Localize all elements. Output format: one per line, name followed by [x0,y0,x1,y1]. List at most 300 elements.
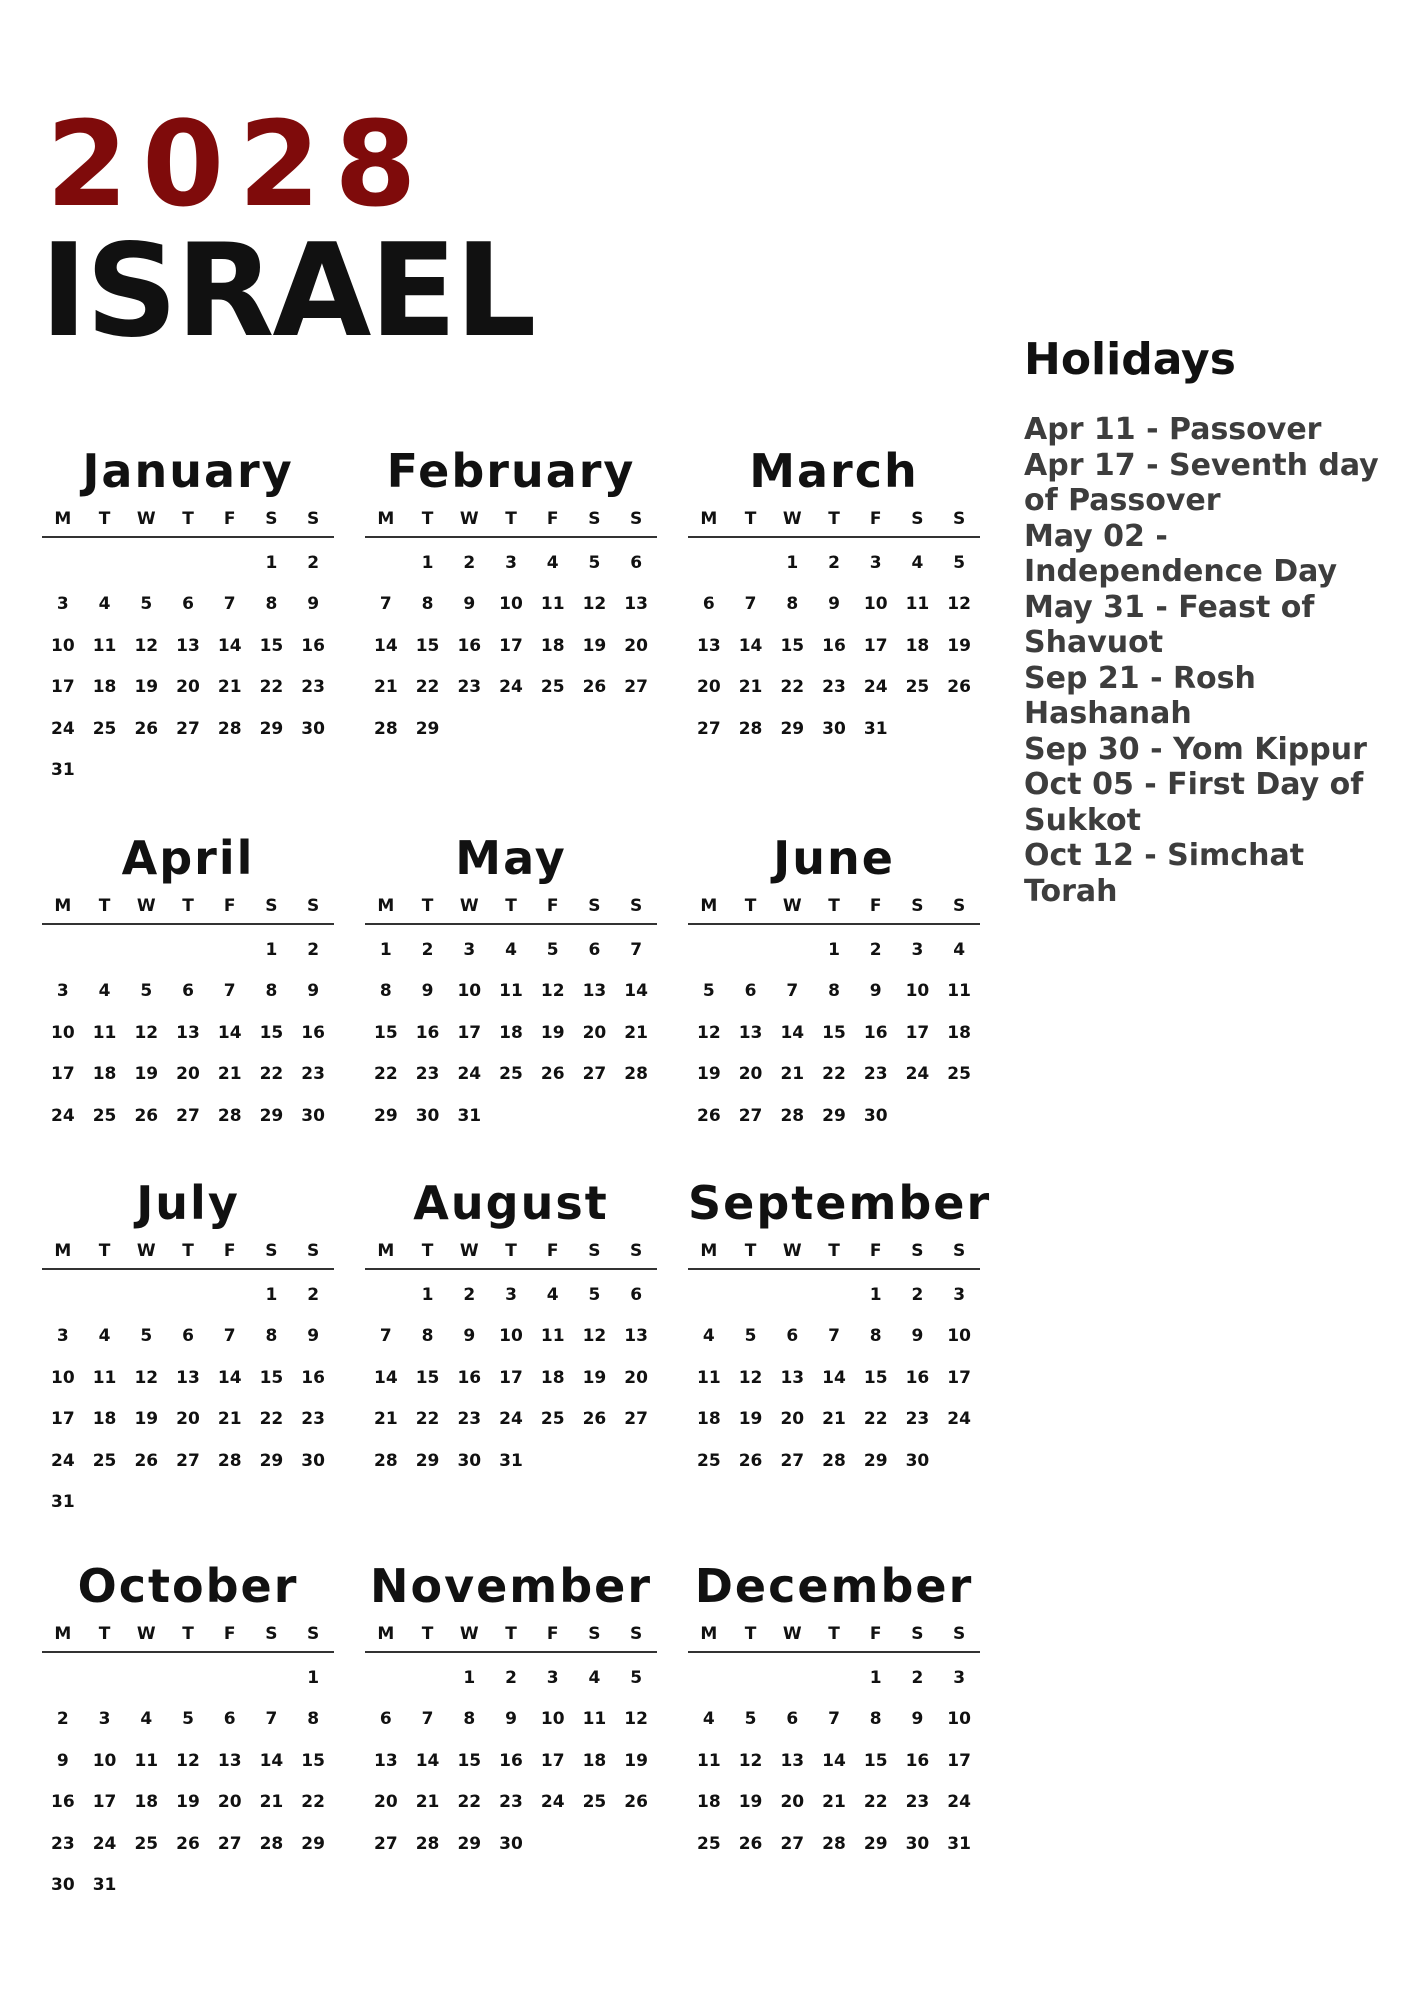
day-cell: 30 [415,1105,440,1126]
day-cell: 28 [259,1833,284,1854]
weekday-header [365,1234,657,1270]
day-cell: 9 [463,1326,476,1347]
day-cell: 2 [828,552,840,573]
day-cell: 1 [379,939,392,960]
day-cell: 19 [582,1367,607,1388]
day-cell: 11 [540,594,565,615]
day-cell: 14 [822,1750,846,1771]
day-cell: 24 [51,718,75,739]
day-cell: 4 [702,1326,715,1347]
weekday-label: T [828,1241,840,1261]
weekday-label: T [744,1624,757,1644]
weekday-label: M [54,1241,72,1261]
day-cell: 4 [98,981,111,1002]
day-cell: 8 [786,594,799,615]
day-cell: 8 [869,1709,882,1730]
day-cell: 11 [92,635,117,656]
day-cell: 2 [56,1709,69,1730]
day-cell: 28 [217,1105,242,1126]
day-cell: 15 [822,1022,846,1043]
day-cell: 21 [259,1792,284,1813]
weekday-label: T [182,509,194,529]
day-cell: 20 [697,677,721,698]
day-cell: 16 [905,1750,930,1771]
day-cell: 27 [780,1833,805,1854]
day-cell: 14 [259,1750,284,1771]
day-cell: 4 [588,1667,601,1688]
day-cell: 3 [911,939,924,960]
day-cell: 20 [217,1792,242,1813]
day-cell: 17 [92,1792,117,1813]
day-cell: 7 [265,1709,278,1730]
weekday-header [688,1234,980,1270]
day-cell: 29 [374,1105,398,1126]
day-cell: 17 [540,1750,565,1771]
day-cell: 28 [822,1833,846,1854]
day-cell: 31 [457,1105,482,1126]
days-grid [42,1657,334,1906]
day-cell: 17 [457,1022,482,1043]
day-cell: 13 [780,1750,805,1771]
day-cell: 22 [863,1792,888,1813]
weekday-label: S [265,509,278,529]
day-cell: 21 [217,1064,242,1085]
day-cell: 12 [134,1367,159,1388]
weekday-label: T [421,1624,434,1644]
day-cell: 5 [744,1326,757,1347]
day-cell: 14 [374,635,398,656]
day-cell: 18 [540,1367,565,1388]
day-cell: 15 [863,1367,888,1388]
weekday-label: W [459,1624,479,1644]
day-cell: 21 [738,677,763,698]
day-cell: 24 [499,677,523,698]
day-cell: 15 [259,1367,284,1388]
day-cell: 18 [697,1792,721,1813]
weekday-label: S [307,1241,320,1261]
day-cell: 30 [822,718,846,739]
day-cell: 7 [223,981,236,1002]
day-cell: 25 [905,677,930,698]
day-cell: 11 [499,981,523,1002]
day-cell: 4 [546,552,559,573]
day-cell: 19 [134,1409,159,1430]
weekday-header [688,1617,980,1653]
day-cell: 16 [905,1367,930,1388]
weekday-label: T [828,1624,840,1644]
weekday-label: M [700,896,718,916]
day-cell: 25 [540,1409,565,1430]
day-cell: 13 [176,635,200,656]
day-cell: 1 [828,939,840,960]
month-calendar [365,1172,657,1482]
day-cell: 15 [415,1367,440,1388]
day-cell: 30 [905,1833,930,1854]
day-cell: 18 [947,1022,971,1043]
weekday-label: S [911,509,924,529]
day-cell: 21 [217,1409,242,1430]
day-cell: 15 [259,1022,284,1043]
day-cell: 6 [630,552,643,573]
day-cell: 16 [301,1367,325,1388]
day-cell: 27 [624,1409,648,1430]
weekday-label: S [953,1624,966,1644]
weekday-label: W [459,896,479,916]
day-cell: 22 [457,1792,482,1813]
month-calendar [365,1555,657,1865]
day-cell: 9 [911,1709,924,1730]
month-calendar [365,827,657,1137]
weekday-label: T [744,896,757,916]
weekday-label: T [828,509,840,529]
day-cell: 22 [863,1409,888,1430]
day-cell: 20 [624,1367,648,1388]
day-cell: 23 [301,677,325,698]
day-cell: 14 [738,635,763,656]
day-cell: 23 [301,1409,325,1430]
day-cell: 23 [415,1064,440,1085]
day-cell: 24 [92,1833,117,1854]
weekday-label: T [182,1241,194,1261]
day-cell: 3 [56,1326,69,1347]
weekday-label: F [546,1241,559,1261]
weekday-label: S [265,1624,278,1644]
weekday-label: W [459,509,479,529]
day-cell: 20 [624,635,648,656]
day-cell: 17 [863,635,888,656]
day-cell: 1 [786,552,799,573]
day-cell: 8 [307,1709,320,1730]
day-cell: 5 [546,939,559,960]
weekday-label: S [265,896,278,916]
day-cell: 6 [379,1709,392,1730]
day-cell: 7 [223,1326,236,1347]
day-cell: 7 [786,981,799,1002]
month-calendar [42,1555,334,1906]
month-calendar [688,1172,992,1482]
day-cell: 6 [182,1326,194,1347]
weekday-label: T [98,1241,111,1261]
weekday-label: S [630,509,643,529]
day-cell: 10 [947,1709,971,1730]
day-cell: 10 [863,594,888,615]
holiday-line: Independence Day [1024,554,1338,590]
day-cell: 1 [869,1667,882,1688]
day-cell: 20 [738,1064,763,1085]
days-grid [688,542,980,750]
day-cell: 5 [702,981,715,1002]
day-cell: 21 [624,1022,648,1043]
day-cell: 7 [379,594,392,615]
day-cell: 26 [582,677,607,698]
weekday-label: W [136,896,156,916]
day-cell: 8 [265,594,278,615]
day-cell: 3 [463,939,476,960]
day-cell: 13 [582,981,607,1002]
day-cell: 29 [863,1450,888,1471]
day-cell: 1 [421,1284,434,1305]
day-cell: 13 [624,594,648,615]
day-cell: 5 [140,1326,153,1347]
month-calendar [688,827,980,1137]
day-cell: 11 [947,981,971,1002]
day-cell: 4 [702,1709,715,1730]
holiday-line: Shavuot [1024,625,1164,661]
day-cell: 1 [463,1667,476,1688]
year-title: 2028 [46,95,431,233]
day-cell: 18 [499,1022,523,1043]
day-cell: 30 [457,1450,482,1471]
weekday-header [42,889,334,925]
day-cell: 8 [379,981,392,1002]
holiday-line: Apr 17 - Seventh day [1024,447,1379,483]
day-cell: 26 [176,1833,200,1854]
weekday-label: T [182,1624,194,1644]
holidays-panel [1024,336,1404,909]
month-name: January [82,444,294,498]
day-cell: 17 [947,1750,971,1771]
day-cell: 23 [457,677,482,698]
month-name: July [136,1176,240,1230]
day-cell: 23 [457,1409,482,1430]
weekday-label: F [223,896,236,916]
day-cell: 17 [51,1064,75,1085]
weekday-label: S [588,896,601,916]
day-cell: 20 [374,1792,398,1813]
weekday-label: M [700,1241,718,1261]
day-cell: 15 [415,635,440,656]
day-cell: 6 [702,594,715,615]
day-cell: 7 [630,939,643,960]
weekday-label: F [223,1241,236,1261]
month-name: February [386,444,636,498]
day-cell: 1 [265,552,278,573]
day-cell: 1 [265,939,278,960]
day-cell: 25 [697,1833,721,1854]
day-cell: 4 [98,1326,111,1347]
day-cell: 31 [51,1492,75,1513]
day-cell: 6 [182,981,194,1002]
day-cell: 18 [582,1750,607,1771]
weekday-label: W [782,1241,802,1261]
weekday-label: T [744,509,757,529]
weekday-label: F [546,896,559,916]
day-cell: 2 [307,1284,320,1305]
day-cell: 3 [546,1667,559,1688]
day-cell: 28 [738,718,763,739]
day-cell: 20 [176,677,200,698]
day-cell: 22 [415,1409,440,1430]
day-cell: 24 [947,1792,971,1813]
day-cell: 6 [744,981,757,1002]
weekday-label: F [546,509,559,529]
day-cell: 9 [505,1709,517,1730]
month-name: May [455,831,567,885]
day-cell: 4 [140,1709,153,1730]
day-cell: 29 [259,1450,284,1471]
holiday-line: of Passover [1024,483,1221,519]
month-name: November [369,1559,653,1613]
day-cell: 26 [697,1105,721,1126]
weekday-label: S [630,1624,643,1644]
day-cell: 23 [51,1833,75,1854]
weekday-label: M [54,1624,72,1644]
day-cell: 8 [463,1709,476,1730]
weekday-header [365,502,657,538]
day-cell: 4 [953,939,966,960]
day-cell: 9 [828,594,840,615]
day-cell: 27 [217,1833,242,1854]
day-cell: 11 [582,1709,607,1730]
day-cell: 12 [134,1022,159,1043]
day-cell: 6 [588,939,601,960]
holiday-line: Sep 30 - Yom Kippur [1024,731,1367,767]
day-cell: 10 [51,1367,75,1388]
day-cell: 18 [92,1064,117,1085]
day-cell: 7 [223,594,236,615]
day-cell: 15 [780,635,805,656]
day-cell: 26 [134,718,159,739]
weekday-label: F [869,1241,882,1261]
days-grid [688,929,980,1137]
day-cell: 28 [624,1064,648,1085]
day-cell: 24 [457,1064,482,1085]
day-cell: 25 [92,1105,117,1126]
day-cell: 13 [738,1022,763,1043]
weekday-label: F [869,896,882,916]
weekday-label: S [911,1241,924,1261]
weekday-label: M [377,896,395,916]
days-grid [42,929,334,1137]
day-cell: 21 [217,677,242,698]
days-grid [365,929,657,1137]
day-cell: 10 [905,981,930,1002]
weekday-label: W [782,896,802,916]
day-cell: 16 [499,1750,523,1771]
day-cell: 2 [307,939,320,960]
day-cell: 20 [176,1064,200,1085]
day-cell: 27 [176,1450,200,1471]
weekday-label: S [307,1624,320,1644]
weekday-label: F [869,509,882,529]
day-cell: 15 [457,1750,482,1771]
weekday-label: S [630,1241,643,1261]
day-cell: 30 [301,1450,325,1471]
day-cell: 24 [863,677,888,698]
day-cell: 22 [374,1064,398,1085]
day-cell: 6 [223,1709,236,1730]
day-cell: 7 [379,1326,392,1347]
weekday-label: T [505,1624,517,1644]
weekday-label: F [546,1624,559,1644]
day-cell: 27 [738,1105,763,1126]
days-grid [365,1274,657,1482]
day-cell: 31 [499,1450,523,1471]
day-cell: 14 [217,1367,242,1388]
day-cell: 23 [301,1064,325,1085]
day-cell: 7 [421,1709,434,1730]
day-cell: 24 [905,1064,930,1085]
day-cell: 9 [56,1750,69,1771]
day-cell: 12 [540,981,565,1002]
day-cell: 13 [176,1367,200,1388]
weekday-label: S [588,1624,601,1644]
day-cell: 22 [301,1792,325,1813]
day-cell: 25 [134,1833,159,1854]
day-cell: 23 [905,1792,930,1813]
day-cell: 31 [92,1875,117,1896]
day-cell: 1 [421,552,434,573]
day-cell: 11 [134,1750,159,1771]
day-cell: 29 [301,1833,325,1854]
month-calendar [365,440,657,750]
day-cell: 25 [499,1064,523,1085]
day-cell: 26 [134,1105,159,1126]
day-cell: 17 [947,1367,971,1388]
day-cell: 14 [624,981,648,1002]
day-cell: 17 [499,1367,523,1388]
day-cell: 27 [176,718,200,739]
day-cell: 2 [869,939,882,960]
day-cell: 8 [265,981,278,1002]
weekday-label: S [953,1241,966,1261]
day-cell: 12 [738,1367,763,1388]
day-cell: 15 [374,1022,398,1043]
weekday-label: S [307,896,320,916]
day-cell: 4 [546,1284,559,1305]
day-cell: 31 [863,718,888,739]
day-cell: 26 [947,677,971,698]
day-cell: 3 [953,1667,966,1688]
day-cell: 6 [786,1709,799,1730]
weekday-label: T [421,896,434,916]
weekday-label: M [377,1241,395,1261]
day-cell: 14 [415,1750,440,1771]
weekday-label: W [136,1241,156,1261]
day-cell: 1 [265,1284,278,1305]
day-cell: 30 [905,1450,930,1471]
weekday-header [365,889,657,925]
day-cell: 18 [540,635,565,656]
weekday-label: T [505,509,517,529]
day-cell: 4 [911,552,924,573]
day-cell: 19 [134,1064,159,1085]
day-cell: 23 [863,1064,888,1085]
day-cell: 8 [421,594,434,615]
day-cell: 19 [738,1409,763,1430]
day-cell: 26 [540,1064,565,1085]
day-cell: 5 [588,1284,601,1305]
day-cell: 10 [499,594,523,615]
day-cell: 31 [51,760,75,781]
month-name: September [688,1176,992,1230]
day-cell: 3 [56,594,69,615]
day-cell: 17 [51,677,75,698]
day-cell: 3 [56,981,69,1002]
month-name: December [694,1559,974,1613]
day-cell: 11 [697,1750,721,1771]
day-cell: 23 [905,1409,930,1430]
day-cell: 5 [744,1709,757,1730]
holiday-line: May 02 - [1024,518,1168,554]
weekday-label: S [911,1624,924,1644]
day-cell: 28 [415,1833,440,1854]
day-cell: 29 [259,1105,284,1126]
day-cell: 2 [505,1667,517,1688]
day-cell: 25 [582,1792,607,1813]
weekday-label: W [136,1624,156,1644]
weekday-label: M [54,896,72,916]
